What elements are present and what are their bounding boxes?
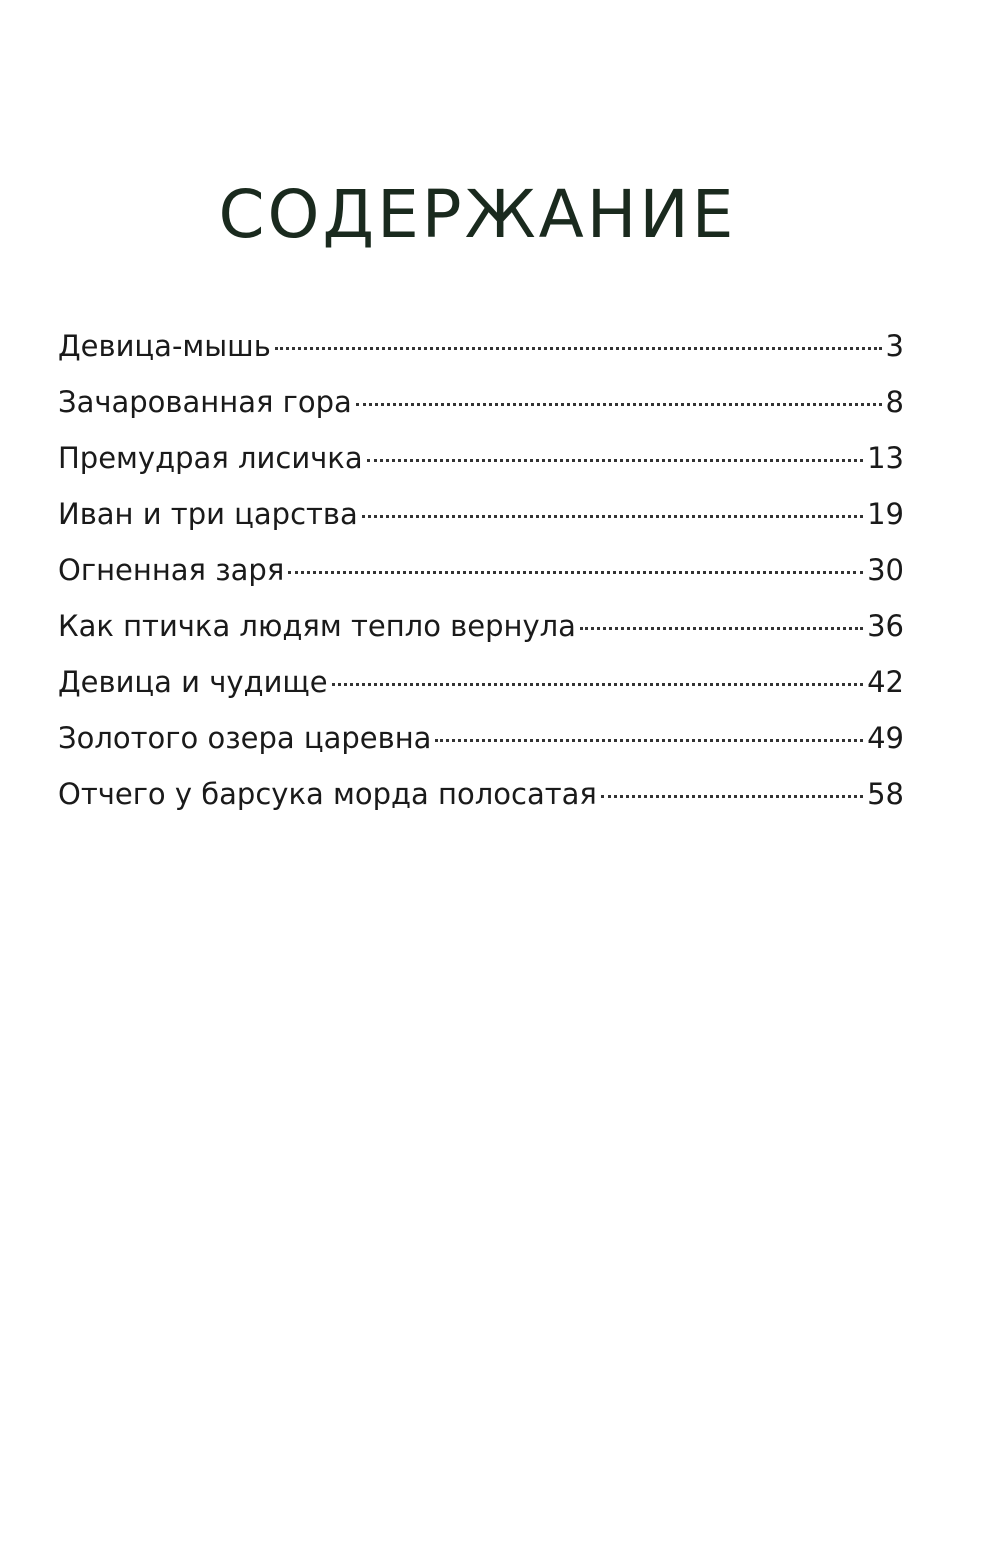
toc-entry (58, 486, 904, 542)
table-of-contents (58, 318, 904, 822)
toc-entry (58, 318, 904, 374)
toc-entry-title: Девица-мышь (58, 329, 271, 363)
toc-page-number: 3 (885, 329, 904, 363)
dot-leader (601, 795, 863, 798)
toc-entry-title: Как птичка людям тепло вернула (58, 609, 576, 643)
dot-leader (275, 347, 882, 350)
toc-entry (58, 766, 904, 822)
toc-entry-title: Иван и три царства (58, 497, 358, 531)
toc-page-number: 49 (867, 721, 904, 755)
dot-leader (435, 739, 863, 742)
toc-page-number: 30 (867, 553, 904, 587)
dot-leader (332, 683, 864, 686)
toc-entry-title: Премудрая лисичка (58, 441, 363, 475)
toc-entry-title: Девица и чудище (58, 665, 328, 699)
toc-entry (58, 598, 904, 654)
toc-page-number: 58 (867, 777, 904, 811)
dot-leader (367, 459, 864, 462)
page-title: СОДЕРЖАНИЕ (218, 176, 737, 254)
toc-entry (58, 710, 904, 766)
toc-page-number: 13 (867, 441, 904, 475)
toc-entry (58, 542, 904, 598)
dot-leader (356, 403, 882, 406)
toc-entry-title: Зачарованная гора (58, 385, 352, 419)
toc-entry-title: Огненная заря (58, 553, 285, 587)
toc-entry (58, 654, 904, 710)
dot-leader (580, 627, 863, 630)
toc-entry-title: Отчего у барсука морда полосатая (58, 777, 597, 811)
toc-entry (58, 374, 904, 430)
dot-leader (288, 571, 863, 574)
toc-page-number: 36 (867, 609, 904, 643)
dot-leader (362, 515, 863, 518)
toc-page-number: 42 (867, 665, 904, 699)
toc-entry (58, 430, 904, 486)
toc-page-number: 8 (885, 385, 904, 419)
toc-page-number: 19 (867, 497, 904, 531)
toc-entry-title: Золотого озера царевна (58, 721, 432, 755)
